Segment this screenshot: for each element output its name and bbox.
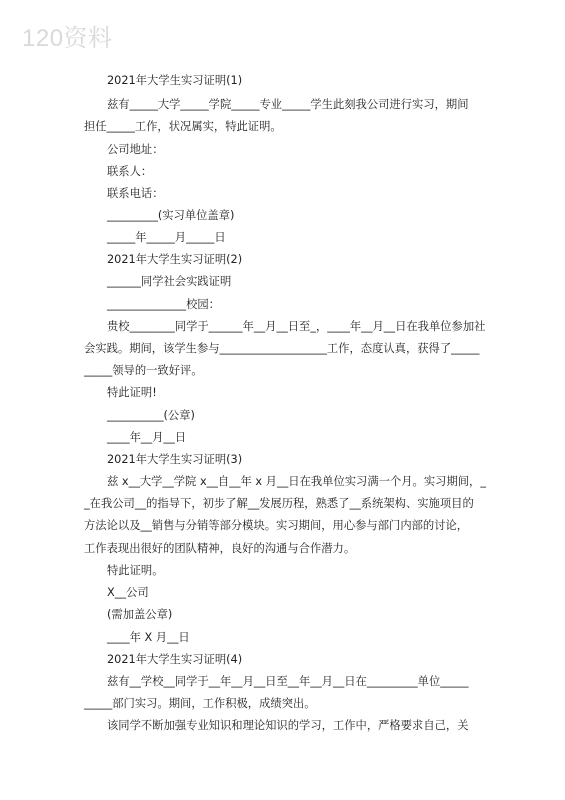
date-line: ____年 X 月__日 (107, 631, 190, 644)
section-title-4: 2021年大学生实习证明(4) (107, 653, 243, 666)
paragraph-line: 工作表现出很好的团队精神，良好的沟通与合作潜力。 (84, 542, 356, 555)
paragraph-line: 贵校________同学于______年__月__日至_，____年__月__日在我单位参加社 (107, 320, 486, 333)
stamp-line: (需加盖公章) (107, 608, 173, 621)
paragraph-line: 担任_____工作，状况属实，特此证明。 (84, 120, 282, 133)
contact-phone-label: 联系电话： (107, 187, 164, 200)
date-line: ____年__月__日 (107, 431, 187, 444)
date-line: _____年_____月_____日 (107, 231, 226, 244)
paragraph-line: 兹有_____大学_____学院_____专业_____学生此刻我公司进行实习，期间 (107, 98, 469, 111)
paragraph-line: _____部门实习。期间，工作积极，成绩突出。 (84, 697, 316, 710)
paragraph-line: ______________校园： (107, 298, 220, 311)
paragraph-line: 方法论以及__销售与分销等部分模块。实习期间，用心参与部门内部的讨论， (84, 519, 469, 532)
section-title-3: 2021年大学生实习证明(3) (107, 453, 243, 466)
paragraph-line: _____领导的一致好评。 (84, 364, 203, 377)
paragraph-line: 特此证明! (107, 386, 157, 399)
section-title-1: 2021年大学生实习证明(1) (107, 74, 243, 87)
paragraph-line: 兹 x__大学__学院 x__自__年 x 月__日在我单位实习满一个月。实习期间，_ (107, 475, 486, 488)
paragraph-line: 特此证明。 (107, 564, 164, 577)
paragraph-line: 会实践。期间，该学生参与___________________工作，态度认真，获得了_____ (84, 342, 480, 355)
contact-person-label: 联系人： (107, 165, 153, 178)
paragraph-line: _在我公司__的指导下，初步了解__发展历程，熟悉了__系统架构、实施项目的 (84, 497, 474, 510)
paragraph-line: 兹有__学校__同学于__年__月__日至__年__月__日在_________单位_____ (107, 675, 469, 688)
stamp-line: _________(实习单位盖章) (107, 209, 235, 222)
watermark-logo: 120资料 (22, 25, 113, 52)
company-line: X__公司 (107, 586, 149, 599)
company-address-label: 公司地址： (107, 143, 164, 156)
section-title-2: 2021年大学生实习证明(2) (107, 253, 243, 266)
stamp-line: __________(公章) (107, 409, 195, 422)
paragraph-line: 该同学不断加强专业知识和理论知识的学习，工作中，严格要求自己，关 (107, 719, 469, 732)
paragraph-line: ______同学社会实践证明 (107, 275, 232, 288)
